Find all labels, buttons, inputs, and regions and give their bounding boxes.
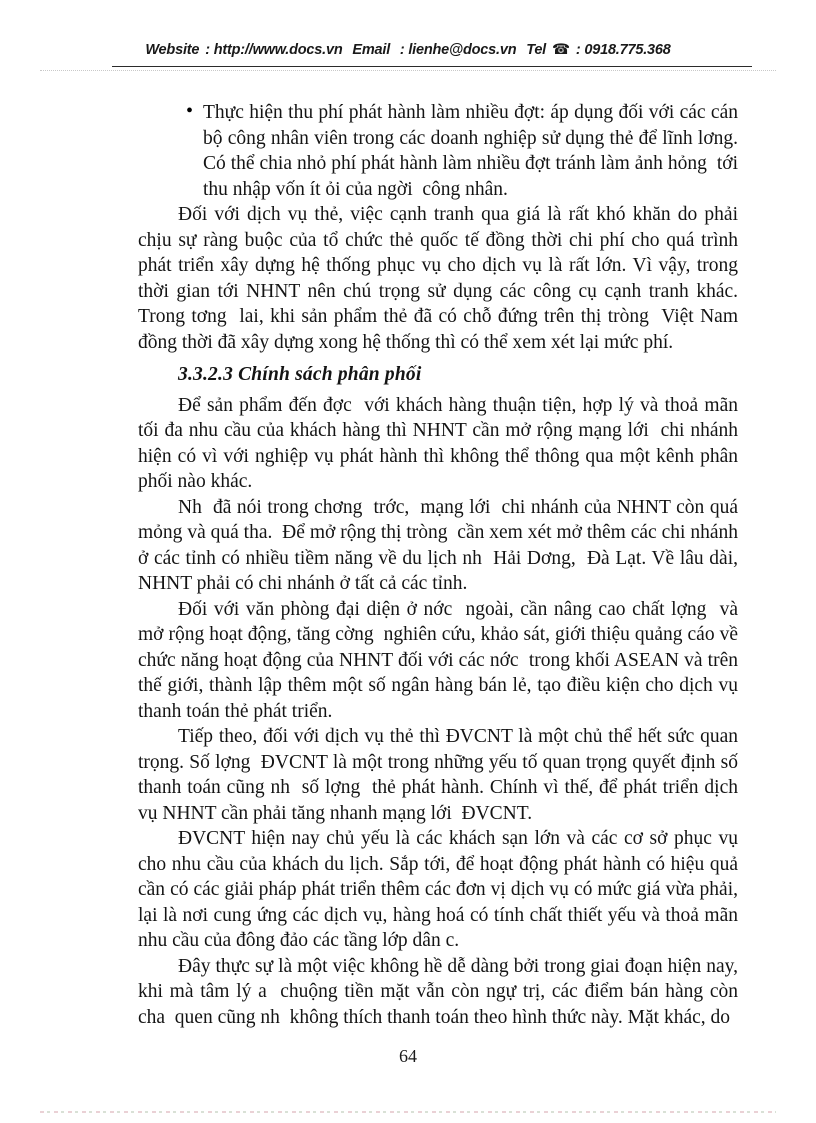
phone-icon: ☎ bbox=[552, 42, 570, 58]
header-divider-line bbox=[112, 66, 752, 67]
paragraph-dvcnt-current: ĐVCNT hiện nay chủ yếu là các khách sạn lớn và các cơ sở phục vụ cho nhu cầu của khách du lịch. Sắp tới, để hoạt động phát hành có hiệu quả cần có các giải pháp phát triển thêm các đơn vị dịch vụ có mức giá vừa phải, lại là nơi cung ứng các dịch vụ, hàng hoá có tính chất thiết yếu và thoả mãn nhu cầu của đông đảo các tầng lớp dân c. bbox=[138, 828, 738, 951]
paragraph-card-pricing: Đối với dịch vụ thẻ, việc cạnh tranh qua giá là rất khó khăn do phải chịu sự ràng buộc của tổ chức thẻ quốc tế đồng thời chi phí cho quá trình phát triển xây dựng hệ thống phục vụ cho dịch vụ là rất lớn. Vì vậy, trong thời gian tới NHNT nên chú trọng sử dụng các công cụ cạnh tranh khác. Trong tơng lai, khi sản phẩm thẻ đã có chỗ đứng trên thị tròng Việt Nam đồng thời đã xây dựng xong hệ thống thì có thể xem xét lại mức phí. bbox=[138, 204, 738, 353]
header-website-value: : http://www.docs.vn bbox=[205, 42, 343, 58]
footer-dotted-divider bbox=[40, 1111, 776, 1113]
page-number: 64 bbox=[399, 1046, 417, 1066]
bullet-icon: • bbox=[186, 100, 194, 122]
bullet-list bbox=[138, 100, 738, 202]
page-header bbox=[0, 42, 816, 58]
section-heading: 3.3.2.3 Chính sách phân phối bbox=[178, 364, 422, 385]
list-item bbox=[186, 100, 738, 202]
header-divider-dotted-line bbox=[40, 70, 776, 71]
paragraph-dvcnt-importance: Tiếp theo, đối với dịch vụ thẻ thì ĐVCNT là một chủ thể hết sức quan trọng. Số lợng ĐVCNT là một trong những yếu tố quan trọng quyết định số thanh toán cũng nh số lợng thẻ phát hành. Chính vì thế, để phát triển dịch vụ NHNT cần phải tăng nhanh mạng lới ĐVCNT. bbox=[138, 726, 738, 824]
paragraph-foreign-offices: Đối với văn phòng đại diện ở nớc ngoài, cần nâng cao chất lợng và mở rộng hoạt động, tăng cờng nghiên cứu, khảo sát, giới thiệu quảng cáo về chức năng hoạt động của NHNT đối với các nớc trong khối ASEAN và trên thế giới, thành lập thêm một số ngân hàng bán lẻ, tạo điều kiện cho dịch vụ thanh toán thẻ phát triển. bbox=[138, 598, 738, 722]
paragraph-branch-network: Nh đã nói trong chơng trớc, mạng lới chi nhánh của NHNT còn quá mỏng và quá tha. Để mở rộng thị tròng cần xem xét mở thêm các chi nhánh ở các tỉnh có nhiều tiềm năng về du lịch nh Hải Dơng, Đà Lạt. Về lâu dài, NHNT phải có chi nhánh ở tất cả các tỉnh. bbox=[138, 496, 738, 594]
header-email-label: Email bbox=[352, 42, 391, 58]
paragraph-distribution-intro: Để sản phẩm đến đợc với khách hàng thuận tiện, hợp lý và thoả mãn tối đa nhu cầu của khách hàng thì NHNT cần mở rộng mạng lới chi nhánh hiện có vì với nghiệp vụ phát hành thì không thể thông qua một kênh phân phối nào khác. bbox=[138, 394, 738, 492]
paragraph-cash-habit: Đây thực sự là một việc không hề dễ dàng bởi trong giai đoạn hiện nay, khi mà tâm lý a chuộng tiền mặt vẫn còn ngự trị, các điểm bán hàng còn cha quen cũng nh không thích thanh toán theo hình thức này. Mặt khác, do bbox=[138, 955, 738, 1028]
header-tel-label: Tel bbox=[526, 42, 547, 58]
header-email-value: : lienhe@docs.vn bbox=[396, 42, 517, 58]
header-tel-value: : 0918.775.368 bbox=[575, 42, 671, 58]
document-body bbox=[138, 100, 738, 1030]
header-website-label: Website bbox=[145, 42, 200, 58]
bullet-item-text: Thực hiện thu phí phát hành làm nhiều đợt: áp dụng đối với các cán bộ công nhân viên trong các doanh nghiệp sử dụng thẻ để lĩnh lơng. Có thể chia nhỏ phí phát hành làm nhiều đợt tránh làm ảnh hỏng tới thu nhập vốn ít ỏi của ngời công nhân. bbox=[203, 102, 738, 200]
